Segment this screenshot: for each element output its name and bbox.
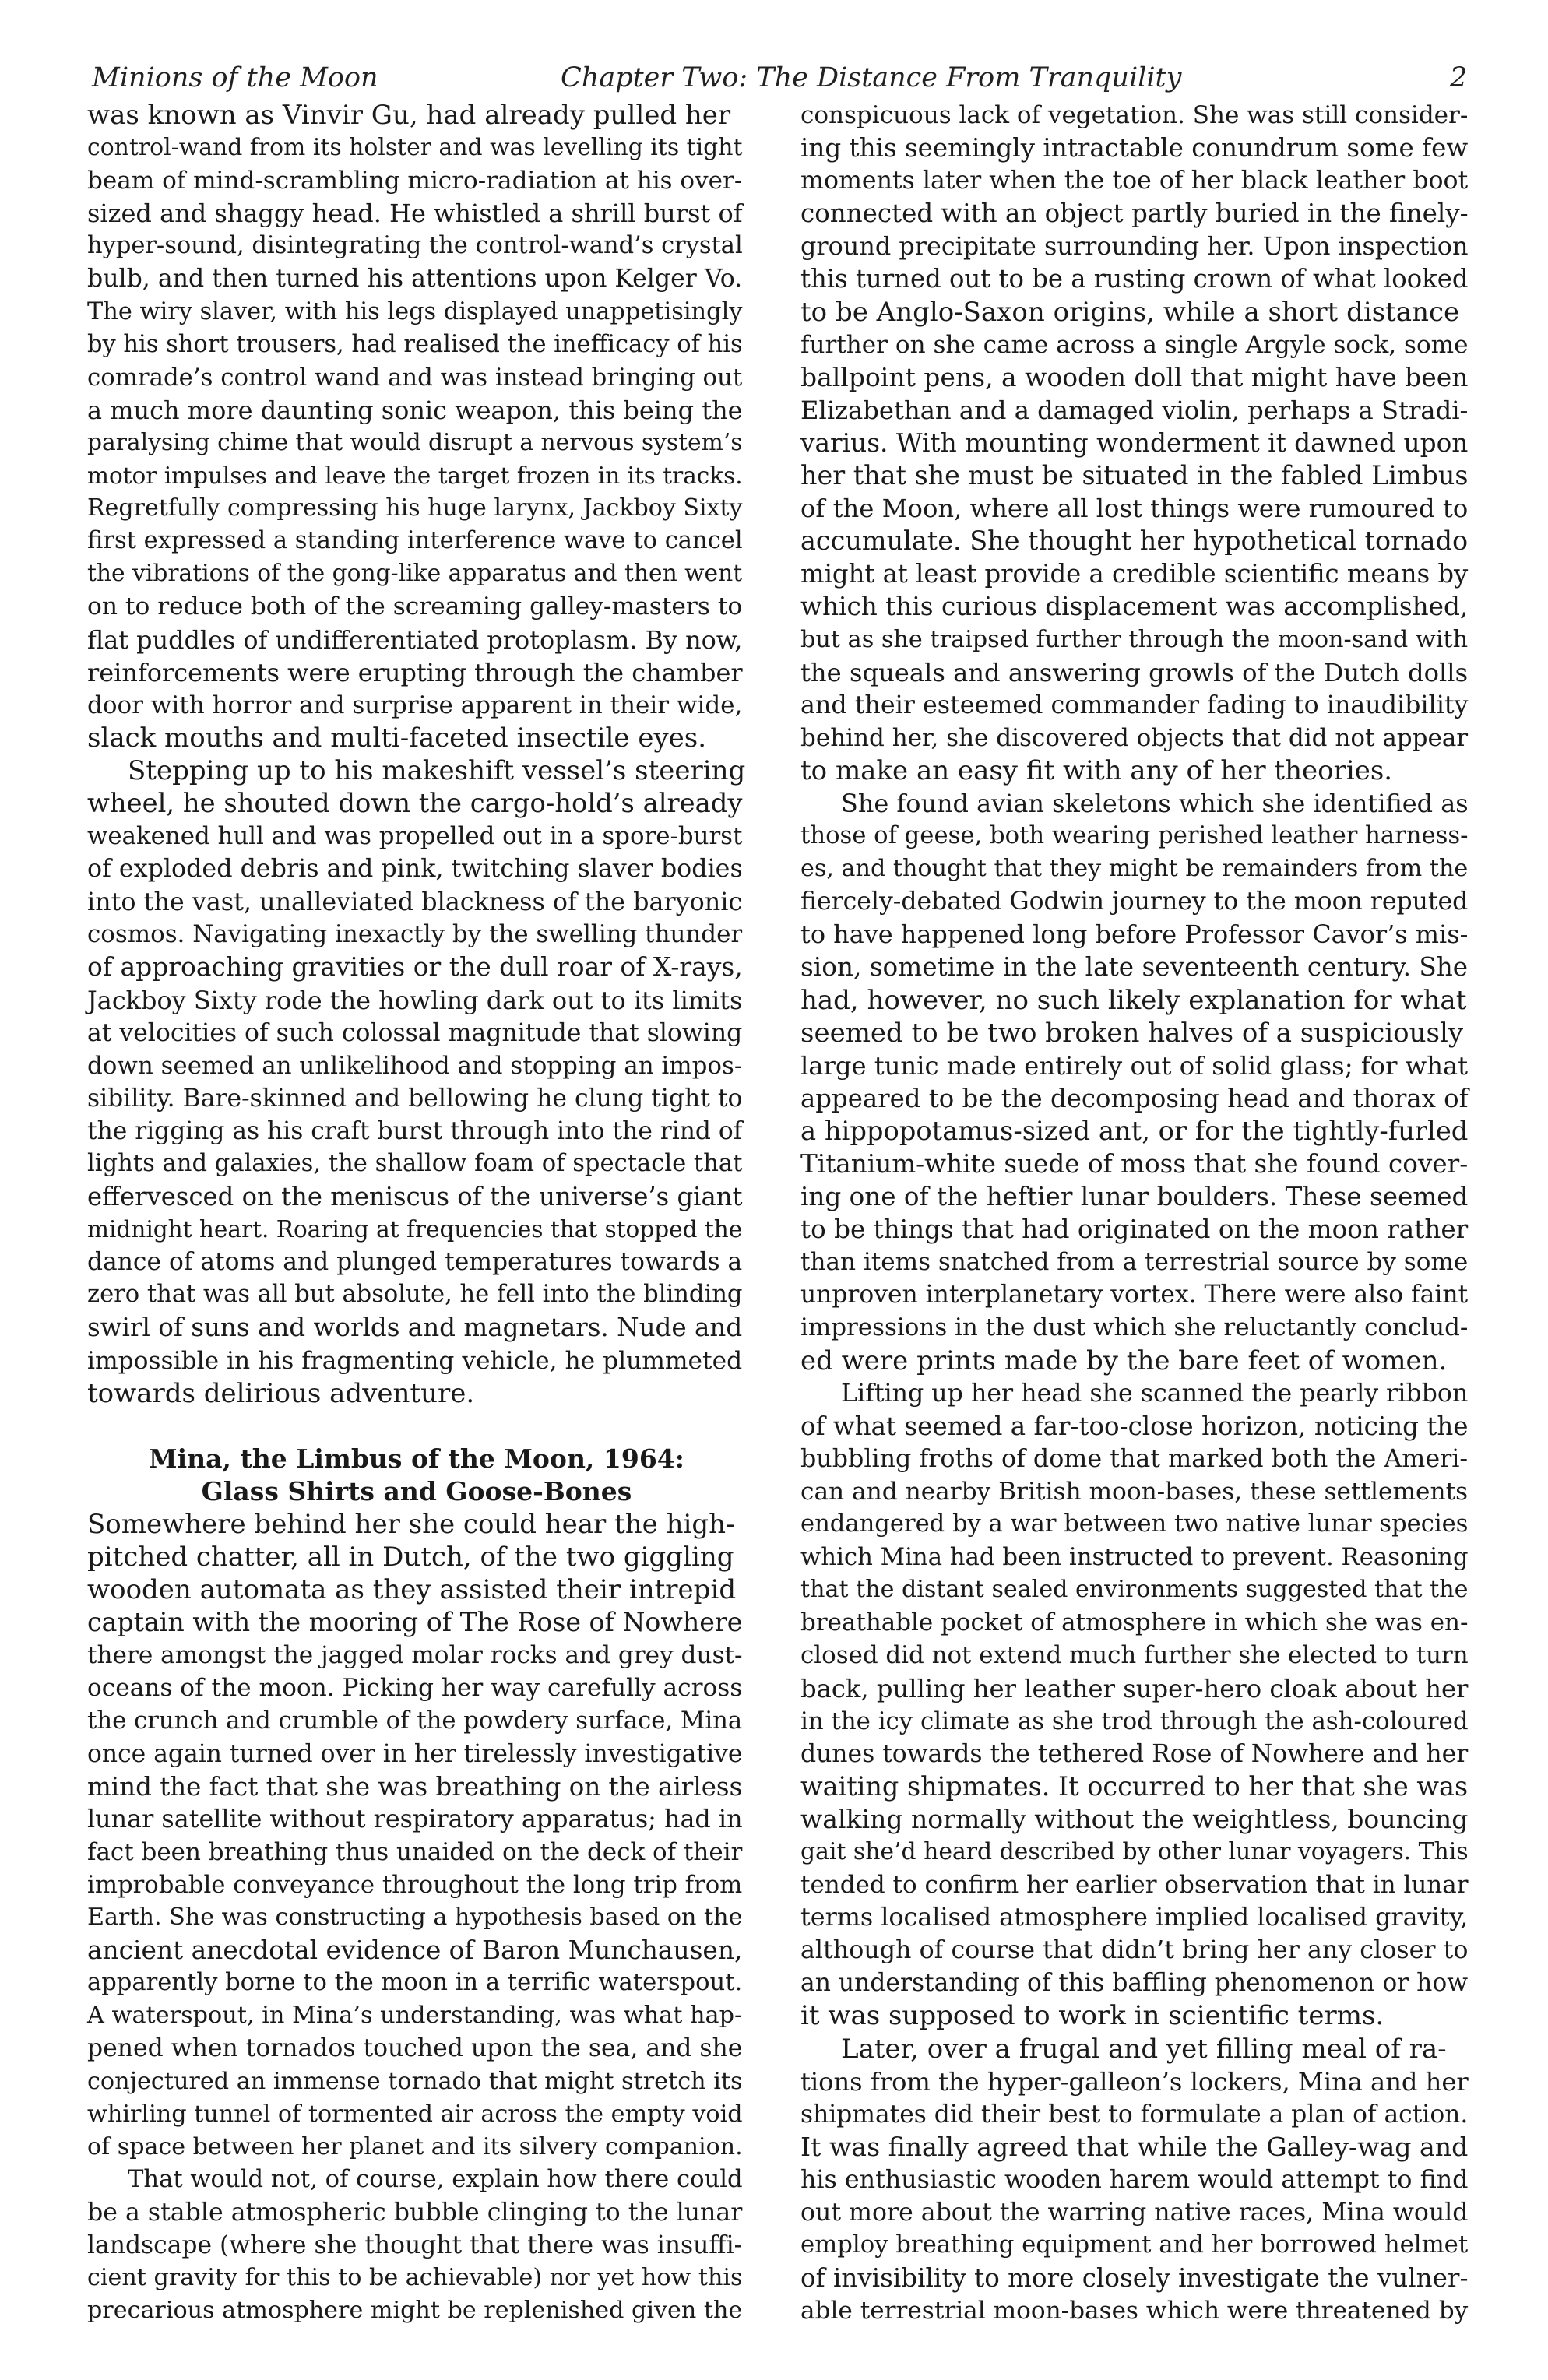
text-line: Regretfully compressing his huge larynx, Jackboy Sixty [87, 494, 743, 522]
text-line: to make an easy fit with any of her theories. [800, 754, 1393, 786]
text-line: sion, sometime in the late seventeenth century. She [800, 952, 1469, 983]
text-line: Later, over a frugal and yet filling meal of ra- [841, 2033, 1447, 2065]
text-line: once again turned over in her tirelessly investigative [87, 1739, 743, 1768]
text-line: landscape (where she thought that there was insuffi- [87, 2231, 743, 2259]
text-line: an understanding of this baffling phenomenon or how [800, 1969, 1469, 1998]
text-line: wheel, he shouted down the cargo-hold’s already [87, 787, 743, 818]
page-number: 2 [1450, 62, 1468, 93]
text-line: seemed to be two broken halves of a suspiciously [800, 1017, 1464, 1049]
text-line: dunes towards the tethered Rose of Nowhere and her [800, 1739, 1469, 1768]
text-line: which Mina had been instructed to prevent. Reasoning [800, 1543, 1469, 1572]
running-header-chapter-title: Chapter Two: The Distance From Tranquility [561, 62, 1182, 93]
text-line: further on she came across a single Argyle sock, some [800, 330, 1469, 359]
text-line: although of course that didn’t bring her any closer to [800, 1936, 1469, 1965]
text-line: control-wand from its holster and was levelling its tight [87, 134, 743, 162]
text-line: of space between her planet and its silvery companion. [87, 2132, 743, 2160]
text-line: bubbling froths of dome that marked both the Ameri- [800, 1444, 1469, 1473]
text-line: this turned out to be a rusting crown of what looked [800, 264, 1469, 294]
text-line: ballpoint pens, a wooden doll that might have been [800, 361, 1469, 392]
text-line: midnight heart. Roaring at frequencies that stopped the [87, 1216, 743, 1243]
text-line: cient gravity for this to be achievable) nor yet how this [87, 2264, 743, 2292]
text-line: of what seemed a far-too-close horizon, noticing the [800, 1411, 1469, 1441]
text-line: impressions in the dust which she reluctantly conclud- [800, 1313, 1469, 1342]
text-line: oceans of the moon. Picking her way carefully across [87, 1674, 743, 1703]
text-line: That would not, of course, explain how there could [128, 2165, 743, 2193]
text-line: hyper-sound, disintegrating the control-wand’s crystal [87, 232, 743, 260]
text-line: dance of atoms and plunged temperatures towards a [87, 1248, 743, 1277]
text-line: The wiry slaver, with his legs displayed unappetisingly [87, 297, 743, 325]
text-line: back, pulling her leather super-hero cloak about her [800, 1673, 1469, 1703]
text-line: swirl of suns and worlds and magnetars. Nude and [87, 1313, 743, 1343]
paragraph [800, 2033, 1472, 2328]
paragraph [800, 1377, 1472, 2033]
text-line: precarious atmosphere might be replenished given the [87, 2297, 743, 2325]
text-line: ing this seemingly intractable conundrum some few [800, 133, 1469, 163]
text-line: the squeals and answering growls of the Dutch dolls [800, 657, 1469, 687]
text-line: endangered by a war between two native lunar species [800, 1510, 1469, 1538]
text-line: paralysing chime that would disrupt a nervous system’s [87, 428, 743, 456]
text-line: in the icy climate as she trod through the ash-coloured [800, 1707, 1469, 1735]
text-line: it was supposed to work in scientific terms. [800, 2000, 1384, 2032]
text-line: first expressed a standing interference wave to cancel [87, 527, 743, 555]
text-line: comrade’s control wand and was instead bringing out [87, 363, 743, 392]
text-line: able terrestrial moon-bases which were threatened by [800, 2297, 1469, 2326]
text-line: on to reduce both of the screaming galley-masters to [87, 592, 743, 621]
text-line: down seemed an unlikelihood and stopping an impos- [87, 1051, 743, 1080]
text-line: and their esteemed commander fading to inaudibility [800, 691, 1469, 719]
text-line: Titanium-white suede of moss that she found cover- [800, 1149, 1469, 1179]
text-line: than items snatched from a terrestrial source by some [800, 1248, 1469, 1277]
text-line: connected with an object partly buried in the finely- [800, 199, 1469, 229]
text-line: Stepping up to his makeshift vessel’s steering [128, 754, 746, 786]
text-line: tions from the hyper-galleon’s lockers, Mina and her [800, 2066, 1469, 2097]
text-line: moments later when the toe of her black leather boot [800, 167, 1469, 195]
text-line: can and nearby British moon-bases, these settlements [800, 1477, 1469, 1506]
text-line: behind her, she discovered objects that did not appear [800, 723, 1469, 752]
text-line: door with horror and surprise apparent in their wide, [87, 691, 743, 719]
text-line: Somewhere behind her she could hear the high- [87, 1508, 735, 1540]
text-line: sibility. Bare-skinned and bellowing he clung tight to [87, 1084, 743, 1113]
text-line: employ breathing equipment and her borrowed helmet [800, 2231, 1469, 2259]
right-column [800, 99, 1472, 2327]
section-subtitle: Glass Shirts and Goose-Bones [201, 1475, 632, 1506]
text-line: the vibrations of the gong-like apparatus and then went [87, 560, 743, 588]
text-line: out more about the warring native races, Mina would [800, 2199, 1469, 2227]
text-line: of invisibility to more closely investigate the vulner- [800, 2263, 1469, 2294]
text-line: appeared to be the decomposing head and thorax of [800, 1083, 1469, 1113]
text-line: into the vast, unalleviated blackness of the baryonic [87, 887, 743, 917]
text-line: weakened hull and was propelled out in a spore-burst [87, 822, 743, 851]
text-line: lunar satellite without respiratory apparatus; had in [87, 1804, 743, 1833]
text-line: captain with the mooring of The Rose of Nowhere [87, 1607, 743, 1638]
text-line: accumulate. She thought her hypothetical tornado [800, 526, 1469, 557]
text-line: those of geese, both wearing perished leather harness- [800, 822, 1469, 850]
text-line: flat puddles of undifferentiated protoplasm. By now, [87, 624, 743, 655]
text-line: to be things that had originated on the moon rather [800, 1215, 1469, 1245]
text-line: effervesced on the meniscus of the universe’s giant [87, 1182, 743, 1212]
text-line: mind the fact that she was breathing on the airless [87, 1771, 743, 1802]
text-line: towards delirious adventure. [87, 1377, 475, 1409]
paragraph [87, 99, 746, 754]
text-line: was known as Vinvir Gu, had already pulled her [87, 100, 731, 131]
paragraph [87, 2164, 746, 2327]
text-line: of exploded debris and pink, twitching slaver bodies [87, 855, 743, 884]
left-column [87, 99, 746, 2327]
text-line: of approaching gravities or the dull roar of X-rays, [87, 951, 743, 983]
text-line: A waterspout, in Mina’s understanding, was what hap- [87, 2002, 743, 2030]
text-line: closed did not extend much further she elected to turn [800, 1641, 1469, 1670]
text-line: bulb, and then turned his attentions upon Kelger Vo. [87, 265, 743, 294]
paragraph [87, 754, 746, 1410]
section-spacer [87, 1410, 746, 1443]
text-line: ing one of the heftier lunar boulders. These seemed [800, 1182, 1469, 1212]
paragraph [800, 787, 1472, 1377]
text-line: slack mouths and multi-faceted insectile eyes. [87, 722, 707, 754]
text-line: conjectured an immense tornado that might stretch its [87, 2067, 743, 2095]
text-line: conspicuous lack of vegetation. She was still consider- [800, 101, 1469, 129]
text-line: Lifting up her head she scanned the pearly ribbon [841, 1379, 1469, 1408]
paragraph [87, 1508, 746, 2164]
text-line: to be Anglo-Saxon origins, while a short distance [800, 296, 1460, 328]
text-line: gait she’d heard described by other lunar voyagers. This [800, 1837, 1469, 1865]
text-line: ancient anecdotal evidence of Baron Munchausen, [87, 1935, 743, 1966]
text-line: It was finally agreed that while the Galley-wag and [800, 2131, 1469, 2162]
text-line: beam of mind-scrambling micro-radiation at his over- [87, 167, 743, 195]
text-line: might at least provide a credible scientific means by [800, 559, 1469, 589]
text-line: of the Moon, where all lost things were rumoured to [800, 494, 1469, 524]
text-line: there amongst the jagged molar rocks and grey dust- [87, 1641, 743, 1670]
text-line: es, and thought that they might be remainders from the [800, 855, 1469, 883]
text-line: his enthusiastic wooden harem would attempt to find [800, 2165, 1469, 2194]
text-line: breathable pocket of atmosphere in which she was en- [800, 1608, 1469, 1637]
text-line: waiting shipmates. It occurred to her that she was [800, 1770, 1469, 1802]
text-line: varius. With mounting wonderment it dawned upon [800, 427, 1469, 458]
text-line: Elizabethan and a damaged violin, perhaps a Stradi- [800, 395, 1469, 425]
text-line: Earth. She was constructing a hypothesis based on the [87, 1904, 743, 1932]
text-line: fact been breathing thus unaided on the deck of their [87, 1837, 743, 1866]
text-line: wooden automata as they assisted their intrepid [87, 1574, 737, 1606]
text-line: shipmates did their best to formulate a plan of action. [800, 2100, 1469, 2129]
text-line: apparently borne to the moon in a terrific waterspout. [87, 1969, 743, 1997]
text-line: large tunic made entirely out of solid glass; for what [800, 1050, 1469, 1081]
text-line: at velocities of such colossal magnitude that slowing [87, 1018, 743, 1047]
text-line: which this curious displacement was accomplished, [800, 592, 1469, 622]
text-line: pened when tornados touched upon the sea, and she [87, 2034, 743, 2063]
text-line: a much more daunting sonic weapon, this being the [87, 395, 743, 425]
text-line: sized and shaggy head. He whistled a shrill burst of [87, 199, 743, 229]
text-line: Jackboy Sixty rode the howling dark out to its limits [87, 985, 743, 1015]
running-header-book-title: Minions of the Moon [92, 62, 378, 93]
text-line: pitched chatter, all in Dutch, of the two giggling [87, 1542, 734, 1573]
paragraph [800, 99, 1472, 787]
text-line: whirling tunnel of tormented air across the empty void [87, 2100, 743, 2128]
text-line: unproven interplanetary vortex. There were also faint [800, 1281, 1469, 1310]
text-line: that the distant sealed environments suggested that the [800, 1576, 1469, 1604]
text-line: the rigging as his craft burst through into the rind of [87, 1116, 743, 1145]
text-line: be a stable atmospheric bubble clinging to the lunar [87, 2198, 743, 2227]
text-line: walking normally without the weightless, bouncing [800, 1803, 1469, 1834]
text-line: by his short trousers, had realised the inefficacy of his [87, 330, 743, 358]
text-line: ground precipitate surrounding her. Upon inspection [800, 231, 1469, 262]
text-line: had, however, no such likely explanation for what [800, 984, 1467, 1016]
text-line: her that she must be situated in the fabled Limbus [800, 460, 1469, 491]
text-line: cosmos. Navigating inexactly by the swelling thunder [87, 920, 743, 949]
text-line: tended to confirm her earlier observation that in lunar [800, 1871, 1469, 1900]
text-line: fiercely-debated Godwin journey to the moon reputed [800, 888, 1469, 916]
text-line: She found avian skeletons which she identified as [841, 788, 1469, 818]
section-title: Mina, the Limbus of the Moon, 1964: [149, 1443, 684, 1474]
text-line: motor impulses and leave the target frozen in its tracks. [87, 462, 743, 490]
text-line: improbable conveyance throughout the long trip from [87, 1870, 743, 1899]
text-line: the crunch and crumble of the powdery surface, Mina [87, 1707, 743, 1735]
text-line: impossible in his fragmenting vehicle, he plummeted [87, 1346, 743, 1375]
text-line: to have happened long before Professor Cavor’s mis- [800, 919, 1469, 950]
text-line: terms localised atmosphere implied localised gravity, [800, 1904, 1469, 1932]
text-line: but as she traipsed further through the moon-sand with [800, 625, 1469, 653]
text-line: zero that was all but absolute, he fell into the blinding [87, 1281, 743, 1309]
text-line: ed were prints made by the bare feet of women. [800, 1345, 1448, 1376]
text-line: a hippopotamus-sized ant, or for the tightly-furled [800, 1115, 1469, 1146]
text-line: reinforcements were erupting through the chamber [87, 657, 743, 687]
text-line: lights and galaxies, the shallow foam of spectacle that [87, 1150, 743, 1177]
